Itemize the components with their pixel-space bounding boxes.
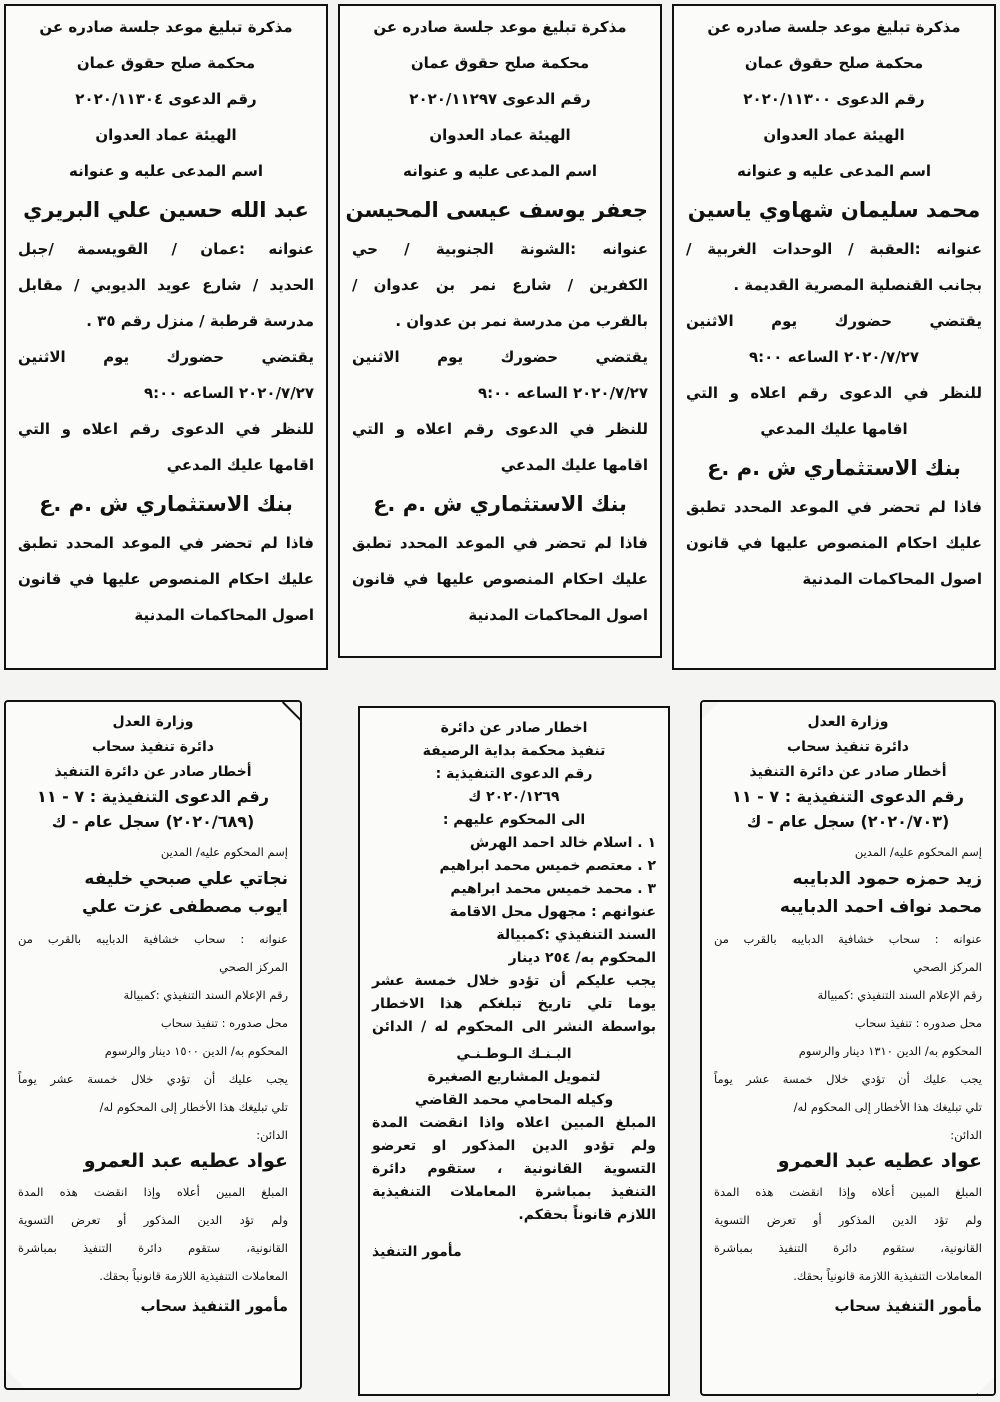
court-name: محكمة صلح حقوق عمان [410, 54, 590, 72]
department: دائرة تنفيذ سحاب [92, 739, 214, 755]
notice-header: مذكرة تبليغ موعد جلسة صادره عن [39, 18, 293, 36]
case-label: رقم الدعوى التنفيذية : [435, 766, 593, 782]
body-line: يجب عليكم أن تؤدو خلال خمسة عشر [372, 973, 656, 989]
notice-header: مذكرة تبليغ موعد جلسة صادره عن [373, 18, 627, 36]
debtor-name: ايوب مصطفى عزت علي [81, 897, 288, 917]
instrument: رقم الإعلام السند التنفيذي :كمبيالة [817, 988, 982, 1002]
panel-name: الهيئة عماد العدوان [429, 126, 571, 144]
closing-line: التنفيذ بمباشرة المعاملات التنفيذية [372, 1184, 656, 1200]
defendant-label: اسم المدعى عليه و عنوانه [68, 162, 264, 180]
purpose-line: للنظر في الدعوى رقم اعلاه و التي [686, 384, 982, 402]
notice-title: أخطار صادر عن دائرة التنفيذ [54, 764, 252, 780]
address-line: مدرسة قرطبة / منزل رقم ٣٥ . [86, 312, 314, 330]
hearing-date: ٢٠٢٠/٧/٢٧ الساعه ٩:٠٠ [749, 348, 919, 366]
closing-line: ولم تؤدو الدين المذكور او تعرضو [372, 1138, 656, 1154]
officer-signature: مأمور التنفيذ سحاب [140, 1297, 288, 1315]
hearing-notice-left [4, 4, 328, 670]
clipped-corner [4, 1369, 24, 1390]
closing-line: المعاملات التنفيذية اللازمة قانونياً بحقك. [99, 1269, 288, 1283]
creditor-name: عواد عطيه عبد العمرو [83, 1150, 288, 1172]
debtor-label: إسم المحكوم عليه/ المدين [160, 845, 288, 859]
closing-line: المبلغ المبين أعلاه وإذا انقضت هذه المدة [714, 1185, 982, 1199]
purpose-line: اقامها عليك المدعي [760, 420, 908, 438]
hearing-notice-right [672, 4, 996, 670]
warning-line: فاذا لم تحضر في الموعد المحدد تطبق [18, 534, 314, 552]
ministry: وزارة العدل [112, 714, 194, 730]
exec-notice-left [4, 700, 302, 1390]
address-line: الحديد / شارع عويد الديوبي / مقابل [18, 276, 314, 294]
address-line: عنوانه : سحاب خشافية الدبايبه بالقرب من [714, 932, 982, 946]
address-line: عنوانه : سحاب خشافية الدبايبه بالقرب من [18, 932, 288, 946]
purpose-line: للنظر في الدعوى رقم اعلاه و التي [18, 420, 314, 438]
case-number: ٢٠٢٠/١٢٦٩ ك [468, 789, 560, 805]
address-line: عنوانه :عمان / القويسمة /جبل [18, 240, 314, 258]
attend-line: يقتضي حضورك يوم الاثنين [686, 312, 982, 330]
debtor-entry: ٣ . محمد خميس محمد ابراهيم [450, 881, 656, 897]
purpose-line: اقامها عليك المدعي [166, 456, 314, 474]
court-name: محكمة صلح حقوق عمان [76, 54, 256, 72]
warning-line: فاذا لم تحضر في الموعد المحدد تطبق [686, 498, 982, 516]
instrument: رقم الإعلام السند التنفيذي :كمبيالة [123, 988, 288, 1002]
payment-line: تلي تبليغك هذا الأخطار إلى المحكوم له/ [793, 1100, 982, 1114]
debtors-label: الى المحكوم عليهم : [442, 812, 586, 828]
payment-line: تلي تبليغك هذا الأخطار إلى المحكوم له/ [99, 1100, 288, 1114]
payment-line: يجب عليك أن تؤدي خلال خمسة عشر يوماً [18, 1072, 288, 1086]
purpose-line: اقامها عليك المدعي [500, 456, 648, 474]
warning-line: اصول المحاكمات المدنية [468, 606, 648, 624]
debtor-entry: ٢ . معتصم خميس محمد ابراهيم [439, 858, 656, 874]
ministry: وزارة العدل [807, 714, 889, 730]
amount: المحكوم به/ الدين ١٣١٠ دينار والرسوم [798, 1044, 982, 1058]
address-line: بالقرب من مدرسة نمر بن عدوان . [395, 312, 648, 330]
defendant-name: عبد الله حسين علي البريري [23, 198, 309, 222]
exec-notice-right [700, 700, 996, 1396]
lawyer: وكيله المحامي محمد القاضي [414, 1092, 614, 1108]
plaintiff-name: بنك الاستثماري ش .م .ع [373, 492, 627, 516]
defendant-label: اسم المدعى عليه و عنوانه [736, 162, 932, 180]
address-line: عنوانه :العقبة / الوحدات الغربية / [686, 240, 982, 258]
closing-line: القانونية، ستقوم دائرة التنفيذ بمباشرة [714, 1241, 982, 1255]
payment-line: يجب عليك أن تؤدي خلال خمسة عشر يوماً [714, 1072, 982, 1086]
creditor-subtitle: لتمويل المشاريع الصغيرة [427, 1069, 601, 1085]
notice-title: اخطار صادر عن دائرة [440, 720, 588, 736]
defendant-name: محمد سليمان شهاوي ياسين [687, 198, 981, 222]
case-number: رقم الدعوى ٢٠٢٠/١١٣٠٠ [743, 90, 925, 108]
issued-from: محل صدوره : تنفيذ سحاب [160, 1016, 288, 1030]
hearing-date: ٢٠٢٠/٧/٢٧ الساعه ٩:٠٠ [144, 384, 314, 402]
closing-line: ولم تؤد الدين المذكور أو تعرض التسوية [18, 1213, 288, 1227]
case-number: رقم الدعوى التنفيذية : ٧ - ١١ [37, 787, 269, 806]
body-line: يوما تلي تاريخ تبلغكم هذا الاخطار [372, 996, 656, 1012]
officer-signature: مأمور التنفيذ [372, 1244, 462, 1260]
debtor-name: زيد حمزه حمود الدبايبه [792, 869, 982, 889]
closing-line: المعاملات التنفيذية اللازمة قانونياً بحقك. [793, 1269, 982, 1283]
closing-line: المبلغ المبين اعلاه واذا انقضت المدة [372, 1115, 656, 1131]
officer-signature: مأمور التنفيذ سحاب [834, 1297, 982, 1315]
address-line: عنوانه :الشونة الجنوبية / حي [352, 240, 648, 258]
notice-header: مذكرة تبليغ موعد جلسة صادره عن [707, 18, 961, 36]
case-number: رقم الدعوى ٢٠٢٠/١١٢٩٧ [409, 90, 591, 108]
defendant-label: اسم المدعى عليه و عنوانه [402, 162, 598, 180]
court-name: محكمة صلح حقوق عمان [744, 54, 924, 72]
debtor-name: نجاتي علي صبحي خليفه [84, 869, 288, 889]
case-number: رقم الدعوى التنفيذية : ٧ - ١١ [732, 787, 964, 806]
closing-line: القانونية، ستقوم دائرة التنفيذ بمباشرة [18, 1241, 288, 1255]
body-line: بواسطة النشر الى المحكوم له / الدائن [372, 1019, 656, 1035]
panel-name: الهيئة عماد العدوان [763, 126, 905, 144]
warning-line: عليك احكام المنصوص عليها في قانون [352, 570, 648, 588]
debtor-entry: ١ . اسلام خالد احمد الهرش [469, 835, 656, 851]
creditor-name: البـنـك الـوطـنـي [456, 1046, 572, 1062]
plaintiff-name: بنك الاستثماري ش .م .ع [707, 456, 961, 480]
amount: المحكوم به/ ٢٥٤ دينار [508, 950, 656, 966]
department: دائرة تنفيذ سحاب [787, 739, 909, 755]
case-year: (٢٠٢٠/٧٠٣) سجل عام - ك [746, 812, 950, 831]
clipped-corner [976, 1375, 996, 1396]
debtor-label: إسم المحكوم عليه/ المدين [854, 845, 982, 859]
plaintiff-name: بنك الاستثماري ش .م .ع [39, 492, 293, 516]
hearing-notice-middle [338, 4, 662, 658]
instrument: السند التنفيذي :كمبيالة [496, 927, 656, 943]
address-line: بجانب القنصلية المصرية القديمة . [733, 276, 982, 294]
address-line: المركز الصحي [219, 960, 288, 974]
closing-line: التسوية القانونية ، ستقوم دائرة [372, 1161, 656, 1177]
warning-line: فاذا لم تحضر في الموعد المحدد تطبق [352, 534, 648, 552]
closing-line: المبلغ المبين أعلاه وإذا انقضت هذه المدة [18, 1185, 288, 1199]
purpose-line: للنظر في الدعوى رقم اعلاه و التي [352, 420, 648, 438]
creditor-name: عواد عطيه عبد العمرو [777, 1150, 982, 1172]
address: عنوانهم : مجهول محل الاقامة [449, 904, 656, 920]
panel-name: الهيئة عماد العدوان [95, 126, 237, 144]
defendant-name: جعفر يوسف عيسى المحيسن [345, 198, 648, 222]
notice-title: أخطار صادر عن دائرة التنفيذ [749, 764, 947, 780]
address-line: الكفرين / شارع نمر بن عدوان / [352, 276, 648, 294]
warning-line: عليك احكام المنصوص عليها في قانون [686, 534, 982, 552]
attend-line: يقتضي حضورك يوم الاثنين [352, 348, 648, 366]
debtor-name: محمد نواف احمد الدبايبه [779, 897, 982, 917]
case-number: رقم الدعوى ٢٠٢٠/١١٣٠٤ [75, 90, 257, 108]
issued-from: محل صدوره : تنفيذ سحاب [854, 1016, 982, 1030]
amount: المحكوم به/ الدين ١٥٠٠ دينار والرسوم [104, 1044, 288, 1058]
address-line: المركز الصحي [913, 960, 982, 974]
attend-line: يقتضي حضورك يوم الاثنين [18, 348, 314, 366]
closing-line: اللازم قانوناً بحقكم. [518, 1207, 656, 1223]
case-year: (٢٠٢٠/٦٨٩) سجل عام - ك [51, 812, 255, 831]
creditor-label: الدائن: [950, 1128, 982, 1142]
warning-line: عليك احكام المنصوص عليها في قانون [18, 570, 314, 588]
closing-line: ولم تؤد الدين المذكور أو تعرض التسوية [714, 1213, 982, 1227]
creditor-label: الدائن: [256, 1128, 288, 1142]
court-name: تنفيذ محكمة بداية الرصيفة [422, 743, 606, 759]
warning-line: اصول المحاكمات المدنية [802, 570, 982, 588]
exec-notice-middle [358, 706, 670, 1396]
hearing-date: ٢٠٢٠/٧/٢٧ الساعه ٩:٠٠ [478, 384, 648, 402]
warning-line: اصول المحاكمات المدنية [134, 606, 314, 624]
